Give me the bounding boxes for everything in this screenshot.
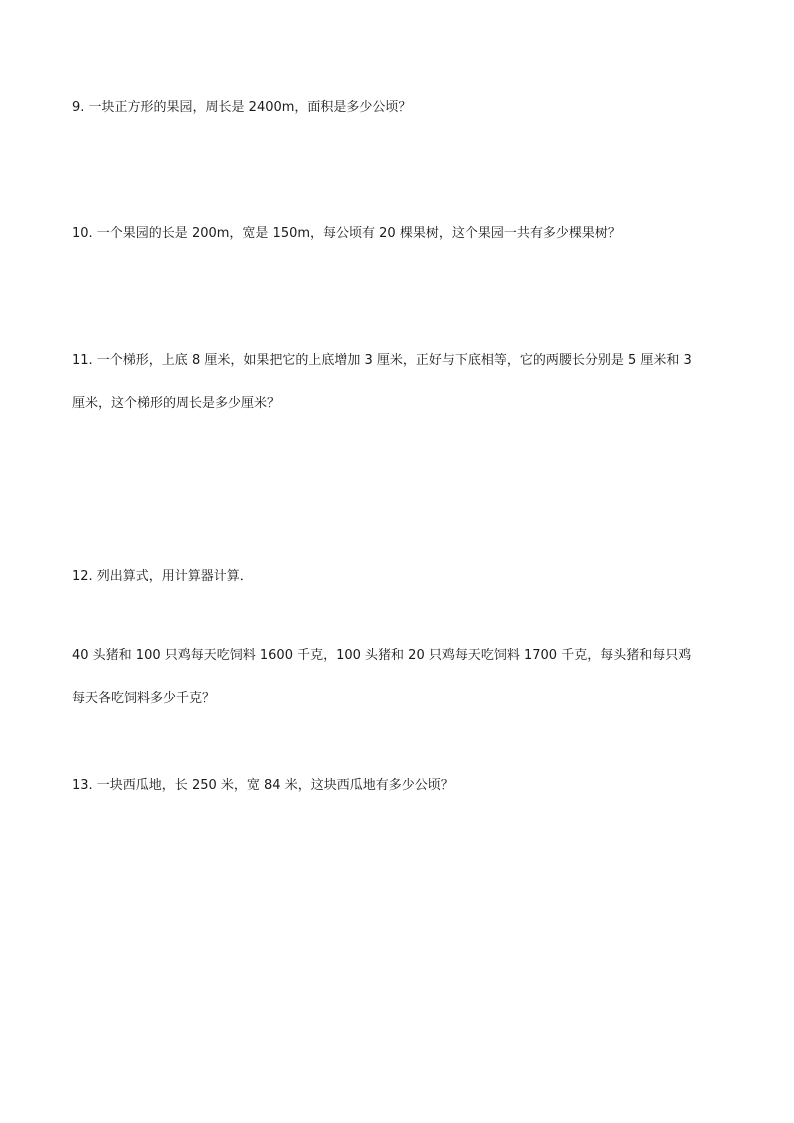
question-12-heading: 12. 列出算式，用计算器计算． <box>72 569 253 584</box>
question-9: 9. 一块正方形的果园，周长是 2400m，面积是多少公顷？ <box>72 100 412 115</box>
question-12-line-1: 40 头猪和 100 只鸡每天吃饲料 1600 千克，100 头猪和 20 只鸡每天吃饲料 1700 千克，每头猪和每只鸡 <box>72 648 692 663</box>
question-11-line-2: 厘米，这个梯形的周长是多少厘米？ <box>72 396 281 411</box>
question-10: 10. 一个果园的长是 200m，宽是 150m，每公顷有 20 棵果树，这个果园一共有多少棵果树？ <box>72 226 621 241</box>
question-12-line-2: 每天各吃饲料多少千克？ <box>72 691 216 706</box>
question-13: 13. 一块西瓜地，长 250 米，宽 84 米，这块西瓜地有多少公顷？ <box>72 778 454 793</box>
question-11-line-1: 11. 一个梯形，上底 8 厘米，如果把它的上底增加 3 厘米，正好与下底相等，它的两腰长分别是 5 厘米和 3 <box>72 353 692 368</box>
